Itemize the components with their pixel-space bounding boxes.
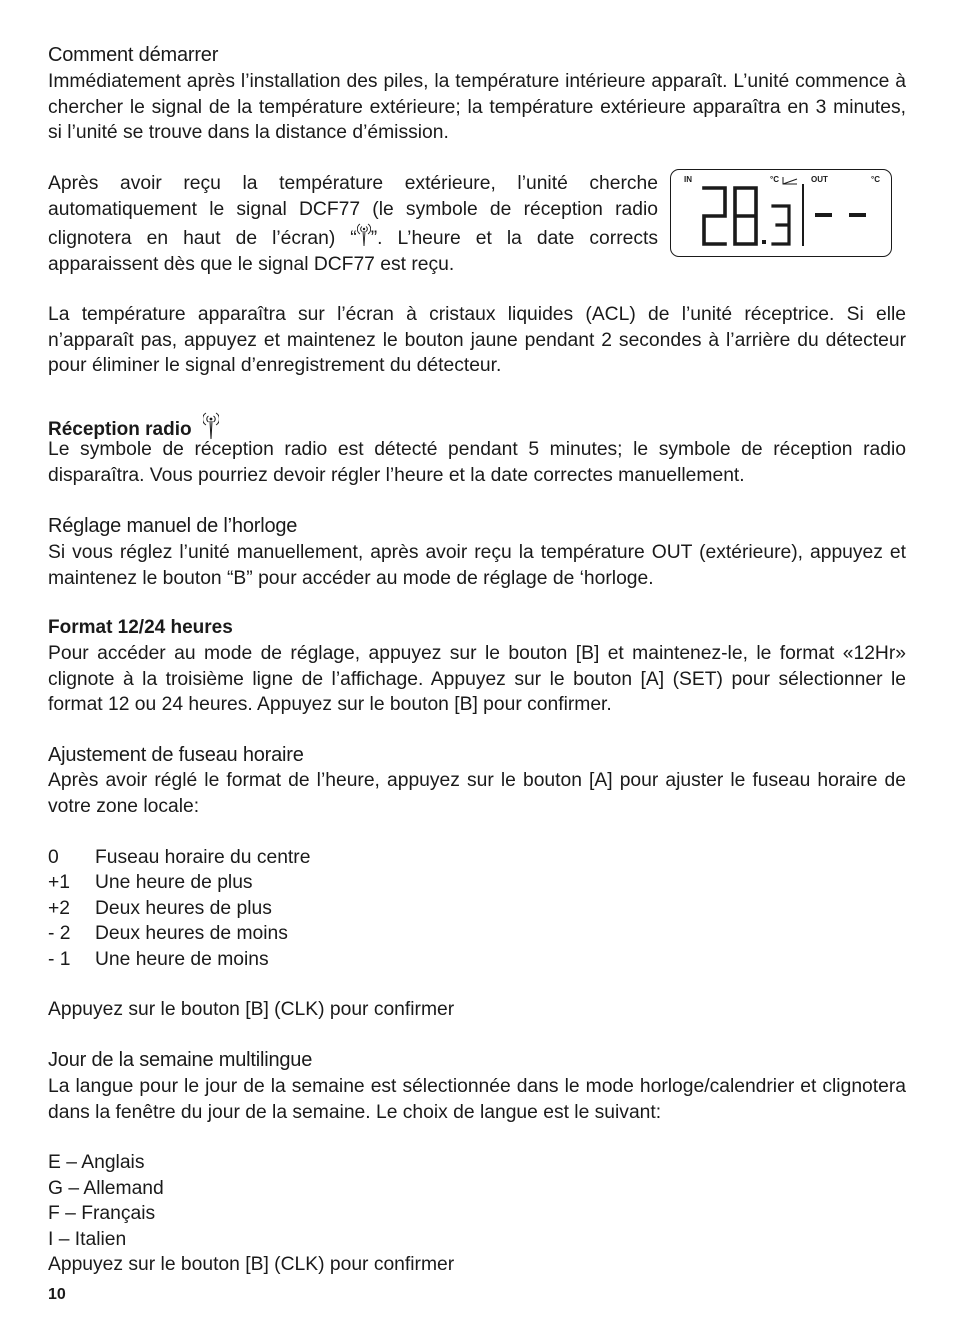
timezone-label: Deux heures de moins (95, 923, 288, 944)
timezone-code: +2 (48, 898, 70, 919)
language-confirm: Appuyez sur le bouton [B] (CLK) pour confirmer (48, 1254, 455, 1275)
paragraph-start-3: La température apparaîtra sur l’écran à cristaux liquides (ACL) de l’unité réceptrice. Si elle n’apparaît pas, appuyez et maintenez le bouton jaune pendant 2 secondes à l’arrière du détecteur pour éliminer le signal d’enregistrement du détecteur. (48, 304, 906, 376)
timezone-confirm: Appuyez sur le bouton [B] (CLK) pour confirmer (48, 999, 455, 1020)
radio-reception-icon (357, 222, 371, 248)
paragraph-format-1: Pour accéder au mode de réglage, appuyez sur le bouton [B] et maintenez-le, le format «12Hr» clignote à la troisième ligne de l’affichage. Appuyez sur le bouton [A] (SET) pour sélectionner le format 12 ou 24 heures. Appuyez sur le bouton [B] pour confirmer. (48, 643, 906, 715)
timezone-label: Fuseau horaire du centre (95, 847, 311, 868)
heading-format: Format 12/24 heures (48, 617, 233, 638)
paragraph-start-2 (48, 171, 658, 277)
lcd-in-label: IN (684, 175, 692, 184)
timezone-code: +1 (48, 872, 70, 893)
lcd-in-temperature (701, 186, 801, 248)
language-item: F – Français (48, 1203, 156, 1224)
lcd-out-label: OUT (811, 175, 828, 184)
paragraph-start-1: Immédiatement après l’installation des piles, la température intérieure apparaît. L’unité commence à chercher le signal de la température extérieure; la température extérieure apparaîtra en 3 minutes, si l’unité se trouve dans la distance d’émission. (48, 71, 906, 143)
lcd-divider (802, 184, 804, 246)
timezone-label: Une heure de plus (95, 872, 253, 893)
language-item: E – Anglais (48, 1152, 145, 1173)
heading-language: Jour de la semaine multilingue (48, 1049, 313, 1071)
language-item: I – Italien (48, 1229, 127, 1250)
page-number: 10 (48, 1286, 66, 1303)
timezone-code: 0 (48, 847, 59, 868)
heading-timezone: Ajustement de fuseau horaire (48, 744, 304, 766)
paragraph-radio-1: Le symbole de réception radio est détecté pendant 5 minutes; le symbole de réception radio disparaîtra. Vous pourriez devoir régler l’heure et la date correctes manuellement. (48, 439, 906, 486)
heading-manual-clock: Réglage manuel de l’horloge (48, 515, 298, 537)
lcd-out-unit: °C (871, 175, 880, 184)
paragraph-language-1: La langue pour le jour de la semaine est sélectionnée dans le mode horloge/calendrier et clignotera dans la fenêtre du jour de la semaine. Le choix de langue est le suivant: (48, 1076, 906, 1123)
timezone-code: - 2 (48, 923, 71, 944)
heading-start: Comment démarrer (48, 44, 219, 66)
lcd-display (670, 169, 892, 257)
lcd-in-unit: °C (770, 175, 779, 184)
timezone-label: Une heure de moins (95, 949, 269, 970)
lcd-out-temperature (813, 210, 873, 222)
paragraph-manual-clock-1: Si vous réglez l’unité manuellement, après avoir reçu la température OUT (extérieure), appuyez et maintenez le bouton “B” pour accéder au mode de réglage de ‘horloge. (48, 542, 906, 589)
paragraph-start-2-after: ”. L’heure et la date corrects apparaissent dès que le signal DCF77 est reçu. (48, 228, 658, 275)
paragraph-timezone-1: Après avoir réglé le format de l’heure, appuyez sur le bouton [A] pour ajuster le fuseau horaire de votre zone locale: (48, 770, 906, 817)
language-item: G – Allemand (48, 1178, 164, 1199)
timezone-label: Deux heures de plus (95, 898, 272, 919)
paragraph-start-2-before: Après avoir reçu la température extérieure, l’unité cherche automatiquement le signal DCF77 (le symbole de réception radio clignotera en haut de l’écran) “ (48, 173, 658, 249)
lcd-trend-icon (782, 176, 798, 185)
timezone-code: - 1 (48, 949, 71, 970)
heading-radio-label: Réception radio (48, 419, 192, 440)
